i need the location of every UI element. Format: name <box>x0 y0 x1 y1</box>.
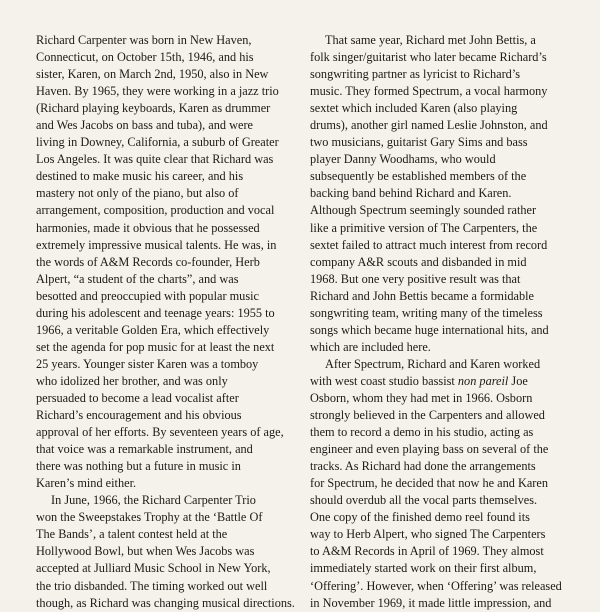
text-line: 1968. But one very positive result was that <box>310 271 521 286</box>
text-line: sister, Karen, on March 2nd, 1950, also in New <box>36 67 269 82</box>
text-line: won the Sweepstakes Trophy at the ‘Battle Of <box>36 510 263 525</box>
paragraph <box>36 492 298 611</box>
text-line: In June, 1966, the Richard Carpenter Trio <box>51 493 256 508</box>
paragraph <box>36 32 298 492</box>
text-line: folk singer/guitarist who later became Richard’s <box>310 50 547 65</box>
text-line: Richard Carpenter was born in New Haven, <box>36 33 252 47</box>
text-line: arrangement, composition, production and vocal <box>36 203 275 218</box>
text-line: should overdub all the vocal parts themselves. <box>310 493 538 508</box>
text-line: living in Downey, California, a suburb of Greater <box>36 135 279 150</box>
text-line: harmonies, made it obvious that he possessed <box>36 220 260 235</box>
text-line: persuaded to become a lead vocalist after <box>36 390 239 405</box>
text-line: with west coast studio bassist non pareil Joe <box>310 373 528 388</box>
right-column <box>310 32 572 612</box>
text-line: destined to make music his career, and his <box>36 169 244 184</box>
text-line: tracks. As Richard had done the arrangements <box>310 459 536 474</box>
text-line: One copy of the finished demo reel found its <box>310 510 530 525</box>
text-line: in November 1969, it made little impression, and <box>310 595 552 610</box>
text-line: engineer and even playing bass on several of the <box>310 442 549 457</box>
text-line: though, as Richard was changing musical directions. <box>36 595 295 610</box>
text-line: songwriting team, writing many of the timeless <box>310 305 543 320</box>
paragraph <box>310 32 572 356</box>
text-line: like a primitive version of The Carpenters, the <box>310 220 538 235</box>
text-line: during his adolescent and teenage years: 1955 to <box>36 305 275 320</box>
text-line: strongly believed in the Carpenters and allowed <box>310 408 545 423</box>
text-line: approval of her efforts. By seventeen years of age, <box>36 425 284 440</box>
text-line: company A&R scouts and disbanded in mid <box>310 254 527 269</box>
text-line: sextet failed to attract much interest from record <box>310 237 548 252</box>
text-line: player Danny Woodhams, who would <box>310 152 496 167</box>
text-line: That same year, Richard met John Bettis, a <box>325 33 536 47</box>
text-line: music. They formed Spectrum, a vocal harmony <box>310 84 548 99</box>
text-line: drums), another girl named Leslie Johnston, and <box>310 118 548 133</box>
text-line: there was nothing but a future in music in <box>36 459 241 474</box>
text-line: songs which became huge international hits, and <box>310 322 549 337</box>
paragraph <box>310 356 572 612</box>
text-line: mastery not only of the piano, but also of <box>36 186 239 201</box>
text-line: sextet which included Karen (also playing <box>310 101 518 116</box>
text-line: besotted and preoccupied with popular music <box>36 288 259 303</box>
text-line: and Wes Jacobs on bass and tuba), and were <box>36 118 253 133</box>
text-line: immediately started work on their first album, <box>310 561 537 576</box>
text-line: Hollywood Bowl, but when Wes Jacobs was <box>36 544 255 559</box>
text-line: accepted at Julliard Music School in New York, <box>36 561 271 576</box>
text-line: 25 years. Younger sister Karen was a tomboy <box>36 356 259 371</box>
text-line: who idolized her brother, and was only <box>36 373 228 388</box>
text-line: set the agenda for pop music for at least the next <box>36 339 275 354</box>
text-line: two musicians, guitarist Gary Sims and bass <box>310 135 528 150</box>
text-line: Richard and John Bettis became a formidable <box>310 288 535 303</box>
text-line: backing band behind Richard and Karen. <box>310 186 512 201</box>
text-line: Osborn, whom they had met in 1966. Osborn <box>310 390 533 405</box>
text-line: 1966, a veritable Golden Era, which effectively <box>36 322 270 337</box>
text-line: which are included here. <box>310 339 431 354</box>
text-line: (Richard playing keyboards, Karen as drummer <box>36 101 271 116</box>
text-line: songwriting partner as lyricist to Richard’s <box>310 67 521 82</box>
text-line: Connecticut, on October 15th, 1946, and his <box>36 50 254 65</box>
text-line: for Spectrum, he decided that now he and Karen <box>310 476 548 491</box>
text-line: the trio disbanded. The timing worked out well <box>36 578 268 593</box>
text-line: Karen’s mind either. <box>36 476 137 491</box>
left-column <box>36 32 298 612</box>
text-line: them to record a demo in his studio, acting as <box>310 425 534 440</box>
text-line: the words of A&M Records co-founder, Herb <box>36 254 260 269</box>
text-line: that voice was a remarkable instrument, and <box>36 442 253 457</box>
text-line: Los Angeles. It was quite clear that Richard was <box>36 152 274 167</box>
text-line: Haven. By 1965, they were working in a jazz trio <box>36 84 279 99</box>
text-line: ‘Offering’. However, when ‘Offering’ was released <box>310 578 562 593</box>
text-line: Although Spectrum seemingly sounded rather <box>310 203 537 218</box>
text-line: extremely impressive musical talents. He was, in <box>36 237 277 252</box>
text-line: way to Herb Alpert, who signed The Carpenters <box>310 527 546 542</box>
text-line: subsequently be established members of the <box>310 169 527 184</box>
text-line: Alpert, “a student of the charts”, and was <box>36 271 239 286</box>
text-line: Richard’s encouragement and his obvious <box>36 408 242 423</box>
text-line: After Spectrum, Richard and Karen worked <box>325 356 541 371</box>
text-line: The Bands’, a talent contest held at the <box>36 527 228 542</box>
text-line: to A&M Records in April of 1969. They almost <box>310 544 544 559</box>
